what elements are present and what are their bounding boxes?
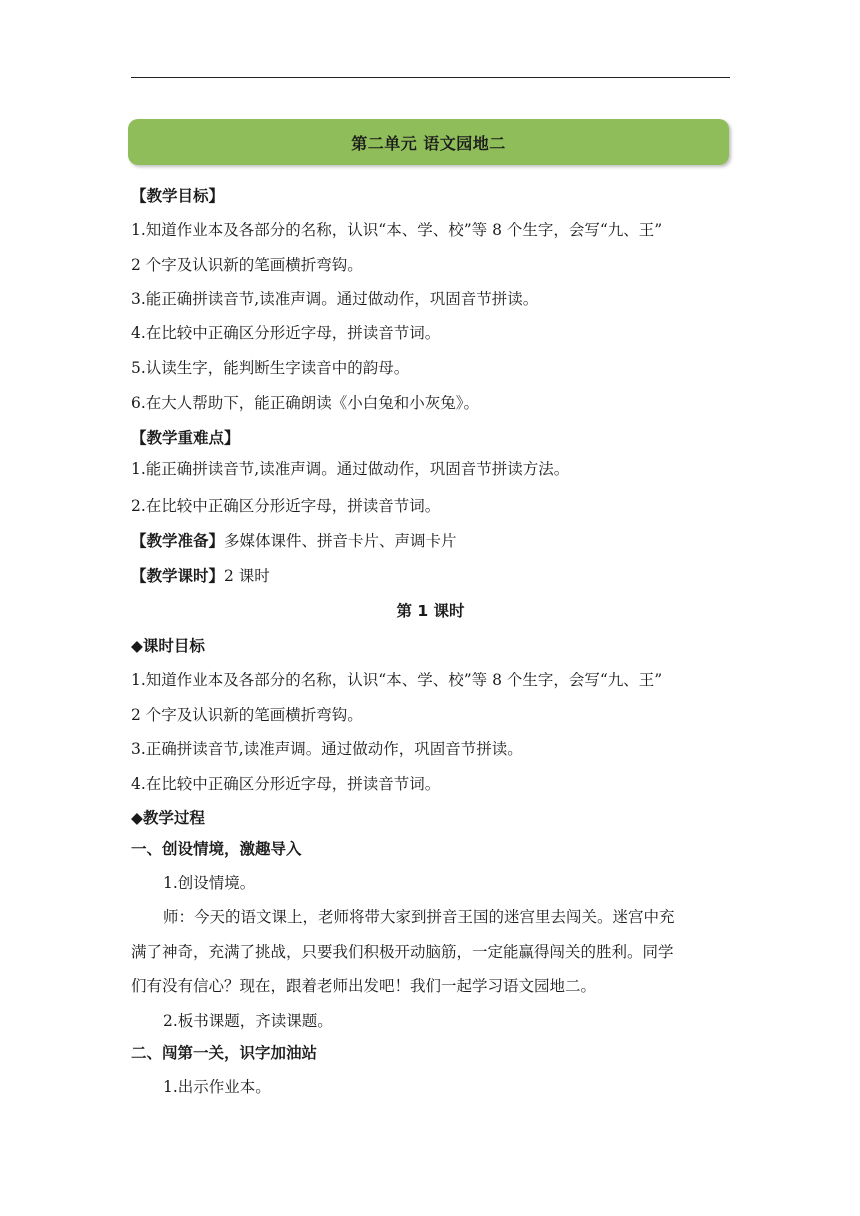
lesson-goal-line: 3.正确拼读音节,读准声调。通过做动作，巩固音节拼读。: [131, 740, 523, 758]
key-points-heading: 【教学重难点】: [131, 429, 240, 447]
header-rule: [131, 77, 730, 78]
class-hours-text: 2 课时: [224, 567, 270, 585]
lesson-goal-line: 2 个字及认识新的笔画横折弯钩。: [131, 706, 363, 724]
class-hours-label: 【教学课时】: [131, 567, 225, 585]
goal-line: 2 个字及认识新的笔画横折弯钩。: [131, 256, 363, 274]
goals-heading: 【教学目标】: [131, 187, 225, 205]
section1-step: 1.创设情境。: [163, 874, 256, 892]
section1-heading: 一、创设情境，激趣导入: [131, 840, 302, 858]
goal-line: 4.在比较中正确区分形近字母，拼读音节词。: [131, 324, 441, 342]
section2-heading: 二、闯第一关，识字加油站: [131, 1044, 318, 1062]
preparation-text: 多媒体课件、拼音卡片、声调卡片: [224, 532, 457, 550]
lesson-goals-heading: ◆课时目标: [131, 637, 205, 655]
goal-line: 5.认读生字，能判断生字读音中的韵母。: [131, 359, 410, 377]
lesson-goal-line: 1.知道作业本及各部分的名称，认识“本、学、校”等 8 个生字，会写“九、王”: [131, 671, 663, 689]
title-banner: [128, 119, 729, 165]
lesson-title: 第 1 课时: [396, 602, 465, 620]
section1-step: 2.板书课题，齐读课题。: [163, 1012, 333, 1030]
key-point-line: 1.能正确拼读音节,读准声调。通过做动作，巩固音节拼读方法。: [131, 460, 570, 478]
page-title: 第二单元 语文园地二: [351, 133, 506, 153]
goal-line: 3.能正确拼读音节,读准声调。通过做动作，巩固音节拼读。: [131, 290, 539, 308]
lesson-goal-line: 4.在比较中正确区分形近字母，拼读音节词。: [131, 775, 441, 793]
section1-paragraph-line: 师：今天的语文课上，老师将带大家到拼音王国的迷宫里去闯关。迷宫中充: [163, 908, 675, 926]
goal-line: 1.知道作业本及各部分的名称，认识“本、学、校”等 8 个生字，会写“九、王”: [131, 221, 663, 239]
process-heading: ◆教学过程: [131, 809, 205, 827]
section2-step: 1.出示作业本。: [163, 1078, 271, 1096]
section1-paragraph-line: 满了神奇，充满了挑战，只要我们积极开动脑筋，一定能赢得闯关的胜利。同学: [131, 943, 674, 961]
class-hours-line: [131, 566, 741, 586]
section1-paragraph-line: 们有没有信心？现在，跟着老师出发吧！我们一起学习语文园地二。: [131, 977, 597, 995]
key-point-line: 2.在比较中正确区分形近字母，拼读音节词。: [131, 497, 441, 515]
preparation-label: 【教学准备】: [131, 532, 225, 550]
goal-line: 6.在大人帮助下，能正确朗读《小白兔和小灰兔》。: [131, 394, 480, 412]
preparation-line: [131, 531, 741, 551]
